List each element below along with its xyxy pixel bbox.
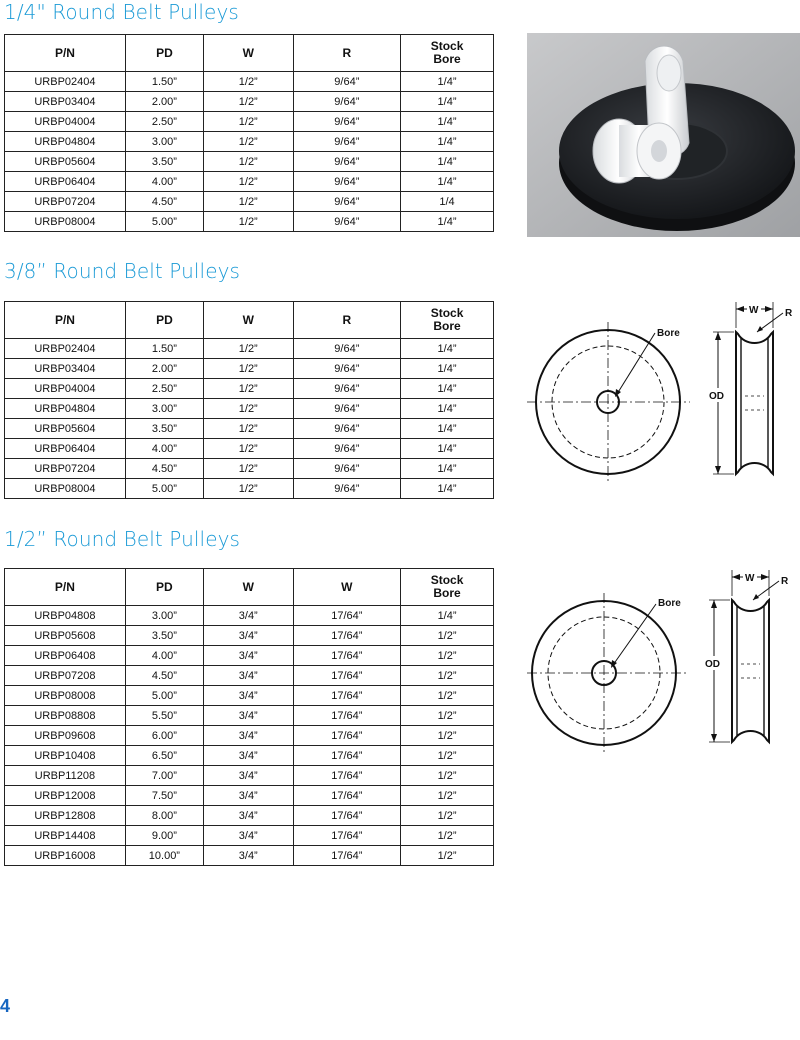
table-header-row xyxy=(5,302,494,339)
cell-pn: URBP04004 xyxy=(5,379,126,399)
cell-r: 17/64” xyxy=(293,806,401,826)
cell-w: 1/2” xyxy=(203,399,293,419)
cell-stock-bore: 1/4” xyxy=(401,212,494,232)
header-stock: Stock xyxy=(430,573,464,587)
cell-stock-bore: 1/4” xyxy=(401,399,494,419)
r-label: R xyxy=(785,308,793,319)
cell-pd: 7.50” xyxy=(125,786,203,806)
cell-pn: URBP03404 xyxy=(5,359,126,379)
cell-pn: URBP06404 xyxy=(5,172,126,192)
cell-stock-bore: 1/2” xyxy=(401,726,494,746)
header-pd: PD xyxy=(125,302,203,339)
cell-pd: 10.00” xyxy=(125,846,203,866)
cell-pn: URBP02404 xyxy=(5,339,126,359)
cell-r: 9/64” xyxy=(293,399,400,419)
table-row xyxy=(5,212,494,232)
cell-pd: 4.50” xyxy=(125,192,203,212)
header-stock-bore xyxy=(401,35,494,72)
cell-pn: URBP08004 xyxy=(5,212,126,232)
table-row xyxy=(5,92,494,112)
table-header-row xyxy=(5,35,494,72)
cell-pn: URBP05604 xyxy=(5,152,126,172)
table-row xyxy=(5,72,494,92)
cell-stock-bore: 1/4” xyxy=(401,359,494,379)
cell-pd: 9.00” xyxy=(125,826,203,846)
table-row xyxy=(5,479,494,499)
cell-stock-bore: 1/2” xyxy=(401,706,494,726)
table-row xyxy=(5,339,494,359)
cell-r: 17/64” xyxy=(293,606,401,626)
cell-pn: URBP08808 xyxy=(5,706,126,726)
cell-w: 3/4” xyxy=(203,766,293,786)
cell-pd: 3.50” xyxy=(125,419,203,439)
table-row xyxy=(5,132,494,152)
cell-pd: 1.50” xyxy=(125,339,203,359)
cell-r: 9/64” xyxy=(293,212,400,232)
table-row xyxy=(5,826,494,846)
cell-r: 9/64” xyxy=(293,172,400,192)
cell-stock-bore: 1/2” xyxy=(401,766,494,786)
cell-pn: URBP06408 xyxy=(5,646,126,666)
cell-pn: URBP07204 xyxy=(5,459,126,479)
cell-pd: 7.00” xyxy=(125,766,203,786)
cell-pd: 1.50” xyxy=(125,72,203,92)
section-title-half-inch: 1/2” Round Belt Pulleys xyxy=(4,527,241,551)
table-row xyxy=(5,152,494,172)
table-row xyxy=(5,846,494,866)
header-stock: Stock xyxy=(430,306,464,320)
pulley-front-view xyxy=(527,322,690,482)
cell-pd: 6.00” xyxy=(125,726,203,746)
cell-pd: 5.50” xyxy=(125,706,203,726)
cell-w: 3/4” xyxy=(203,686,293,706)
cell-w: 1/2” xyxy=(203,172,293,192)
cell-pn: URBP04004 xyxy=(5,112,126,132)
spec-table-three-eighths-inch xyxy=(4,301,494,499)
cell-stock-bore: 1/2” xyxy=(401,806,494,826)
w-label: W xyxy=(749,305,759,316)
cell-stock-bore: 1/4” xyxy=(401,72,494,92)
cell-r: 17/64” xyxy=(293,686,401,706)
cell-r: 9/64” xyxy=(293,479,400,499)
cell-w: 3/4” xyxy=(203,606,293,626)
pulley-front-view xyxy=(527,593,686,753)
header-w: W xyxy=(203,302,293,339)
cell-w: 3/4” xyxy=(203,746,293,766)
page-number: 4 xyxy=(0,996,11,1016)
cell-stock-bore: 1/2” xyxy=(401,826,494,846)
cell-w: 1/2” xyxy=(203,192,293,212)
cell-pd: 4.00” xyxy=(125,172,203,192)
cell-w: 3/4” xyxy=(203,646,293,666)
table-row xyxy=(5,666,494,686)
cell-pn: URBP12808 xyxy=(5,806,126,826)
cell-stock-bore: 1/4” xyxy=(401,152,494,172)
cell-w: 1/2” xyxy=(203,92,293,112)
cell-pd: 4.00” xyxy=(125,439,203,459)
cell-w: 3/4” xyxy=(203,726,293,746)
cell-r: 9/64” xyxy=(293,152,400,172)
cell-pd: 3.50” xyxy=(125,152,203,172)
cell-pd: 4.00” xyxy=(125,646,203,666)
table-row xyxy=(5,726,494,746)
cell-pn: URBP11208 xyxy=(5,766,126,786)
pulley-dimension-diagram xyxy=(527,298,800,488)
table-row xyxy=(5,419,494,439)
cell-pd: 5.00” xyxy=(125,686,203,706)
header-pn: P/N xyxy=(5,569,126,606)
cell-pn: URBP02404 xyxy=(5,72,126,92)
spec-table-quarter-inch xyxy=(4,34,494,232)
table-header-row xyxy=(5,569,494,606)
cell-r: 9/64” xyxy=(293,419,400,439)
cell-pn: URBP16008 xyxy=(5,846,126,866)
cell-stock-bore: 1/4” xyxy=(401,172,494,192)
cell-pd: 4.50” xyxy=(125,666,203,686)
cell-pd: 2.50” xyxy=(125,112,203,132)
cell-pn: URBP07208 xyxy=(5,666,126,686)
cell-stock-bore: 1/2” xyxy=(401,786,494,806)
cell-w: 1/2” xyxy=(203,72,293,92)
cell-stock-bore: 1/4” xyxy=(401,379,494,399)
cell-stock-bore: 1/4 xyxy=(401,192,494,212)
cell-pn: URBP07204 xyxy=(5,192,126,212)
cell-pd: 2.00” xyxy=(125,92,203,112)
cell-r: 9/64” xyxy=(293,92,400,112)
cell-pd: 3.00” xyxy=(125,606,203,626)
table-row xyxy=(5,112,494,132)
cell-w: 1/2” xyxy=(203,112,293,132)
pulley-side-view xyxy=(708,302,793,474)
cell-pn: URBP05604 xyxy=(5,419,126,439)
header-stock-bore xyxy=(401,302,494,339)
table-row xyxy=(5,192,494,212)
header-w: W xyxy=(203,569,293,606)
cell-pd: 8.00” xyxy=(125,806,203,826)
cell-r: 17/64” xyxy=(293,626,401,646)
cell-r: 9/64” xyxy=(293,132,400,152)
table-row xyxy=(5,646,494,666)
table-row xyxy=(5,459,494,479)
cell-r: 17/64” xyxy=(293,666,401,686)
header-pn: P/N xyxy=(5,35,126,72)
header-bore: Bore xyxy=(433,319,461,333)
cell-pn: URBP12008 xyxy=(5,786,126,806)
table-row xyxy=(5,706,494,726)
cell-pd: 2.50” xyxy=(125,379,203,399)
table-row xyxy=(5,399,494,419)
cell-stock-bore: 1/2” xyxy=(401,626,494,646)
table-row xyxy=(5,606,494,626)
cell-stock-bore: 1/4” xyxy=(401,439,494,459)
cell-w: 1/2” xyxy=(203,132,293,152)
cell-stock-bore: 1/4” xyxy=(401,132,494,152)
cell-pn: URBP04808 xyxy=(5,606,126,626)
cell-w: 3/4” xyxy=(203,706,293,726)
spec-table-half-inch xyxy=(4,568,494,866)
cell-w: 1/2” xyxy=(203,152,293,172)
cell-pd: 2.00” xyxy=(125,359,203,379)
cell-stock-bore: 1/2” xyxy=(401,846,494,866)
table-row xyxy=(5,786,494,806)
cell-pn: URBP04804 xyxy=(5,399,126,419)
cell-r: 9/64” xyxy=(293,192,400,212)
cell-w: 3/4” xyxy=(203,666,293,686)
header-bore: Bore xyxy=(433,586,461,600)
header-pn: P/N xyxy=(5,302,126,339)
header-stock: Stock xyxy=(430,39,464,53)
cell-w: 1/2” xyxy=(203,439,293,459)
header-pd: PD xyxy=(125,35,203,72)
cell-pn: URBP14408 xyxy=(5,826,126,846)
cell-w: 1/2” xyxy=(203,339,293,359)
cell-stock-bore: 1/4” xyxy=(401,92,494,112)
cell-pd: 3.00” xyxy=(125,132,203,152)
r-label: R xyxy=(781,576,789,587)
cell-r: 17/64” xyxy=(293,846,401,866)
cell-pd: 6.50” xyxy=(125,746,203,766)
cell-w: 1/2” xyxy=(203,379,293,399)
header-stock-bore xyxy=(401,569,494,606)
bore-label: Bore xyxy=(657,328,680,339)
od-label: OD xyxy=(709,391,724,402)
cell-stock-bore: 1/2” xyxy=(401,746,494,766)
cell-pd: 3.00” xyxy=(125,399,203,419)
table-row xyxy=(5,746,494,766)
section-title-quarter-inch: 1/4" Round Belt Pulleys xyxy=(4,0,239,24)
pulley-photo xyxy=(527,33,800,237)
cell-w: 3/4” xyxy=(203,786,293,806)
cell-w: 1/2” xyxy=(203,212,293,232)
cell-pd: 3.50” xyxy=(125,626,203,646)
cell-stock-bore: 1/2” xyxy=(401,686,494,706)
cell-r: 17/64” xyxy=(293,726,401,746)
table-row xyxy=(5,439,494,459)
cell-w: 1/2” xyxy=(203,359,293,379)
cell-stock-bore: 1/4” xyxy=(401,112,494,132)
cell-r: 17/64” xyxy=(293,646,401,666)
cell-r: 9/64” xyxy=(293,359,400,379)
table-row xyxy=(5,766,494,786)
cell-w: 3/4” xyxy=(203,846,293,866)
pulley-side-view xyxy=(704,570,789,742)
cell-r: 17/64” xyxy=(293,746,401,766)
cell-stock-bore: 1/4” xyxy=(401,459,494,479)
table-row xyxy=(5,686,494,706)
section-title-three-eighths-inch: 3/8” Round Belt Pulleys xyxy=(4,259,241,283)
cell-stock-bore: 1/4” xyxy=(401,479,494,499)
cell-pd: 5.00” xyxy=(125,212,203,232)
cell-pn: URBP09608 xyxy=(5,726,126,746)
pulley-dimension-diagram xyxy=(527,566,800,756)
header-w: W xyxy=(203,35,293,72)
cell-w: 1/2” xyxy=(203,419,293,439)
cell-w: 3/4” xyxy=(203,826,293,846)
cell-w: 3/4” xyxy=(203,806,293,826)
header-pd: PD xyxy=(125,569,203,606)
cell-r: 9/64” xyxy=(293,459,400,479)
cell-r: 17/64” xyxy=(293,706,401,726)
cell-pn: URBP08004 xyxy=(5,479,126,499)
cell-r: 9/64” xyxy=(293,439,400,459)
cell-pd: 5.00” xyxy=(125,479,203,499)
header-r: R xyxy=(293,35,400,72)
cell-stock-bore: 1/4” xyxy=(401,606,494,626)
w-label: W xyxy=(745,573,755,584)
table-row xyxy=(5,359,494,379)
cell-pn: URBP03404 xyxy=(5,92,126,112)
cell-w: 1/2” xyxy=(203,459,293,479)
cell-stock-bore: 1/4” xyxy=(401,339,494,359)
header-bore: Bore xyxy=(433,52,461,66)
cell-pn: URBP08008 xyxy=(5,686,126,706)
table-body xyxy=(5,606,494,866)
table-row xyxy=(5,806,494,826)
cell-stock-bore: 1/4” xyxy=(401,419,494,439)
cell-r: 17/64” xyxy=(293,786,401,806)
cell-r: 9/64” xyxy=(293,339,400,359)
cell-pn: URBP04804 xyxy=(5,132,126,152)
cell-r: 9/64” xyxy=(293,72,400,92)
cell-pn: URBP10408 xyxy=(5,746,126,766)
table-row xyxy=(5,172,494,192)
table-row xyxy=(5,379,494,399)
table-body xyxy=(5,339,494,499)
od-label: OD xyxy=(705,659,720,670)
cell-pn: URBP05608 xyxy=(5,626,126,646)
table-body xyxy=(5,72,494,232)
header-r: R xyxy=(293,302,400,339)
cell-r: 9/64” xyxy=(293,379,400,399)
header-w-2: W xyxy=(293,569,401,606)
cell-r: 17/64” xyxy=(293,826,401,846)
cell-r: 17/64” xyxy=(293,766,401,786)
cell-stock-bore: 1/2” xyxy=(401,646,494,666)
cell-r: 9/64” xyxy=(293,112,400,132)
cell-w: 1/2” xyxy=(203,479,293,499)
cell-pd: 4.50” xyxy=(125,459,203,479)
cell-pn: URBP06404 xyxy=(5,439,126,459)
cell-stock-bore: 1/2” xyxy=(401,666,494,686)
bore-label: Bore xyxy=(658,598,681,609)
table-row xyxy=(5,626,494,646)
cell-w: 3/4” xyxy=(203,626,293,646)
